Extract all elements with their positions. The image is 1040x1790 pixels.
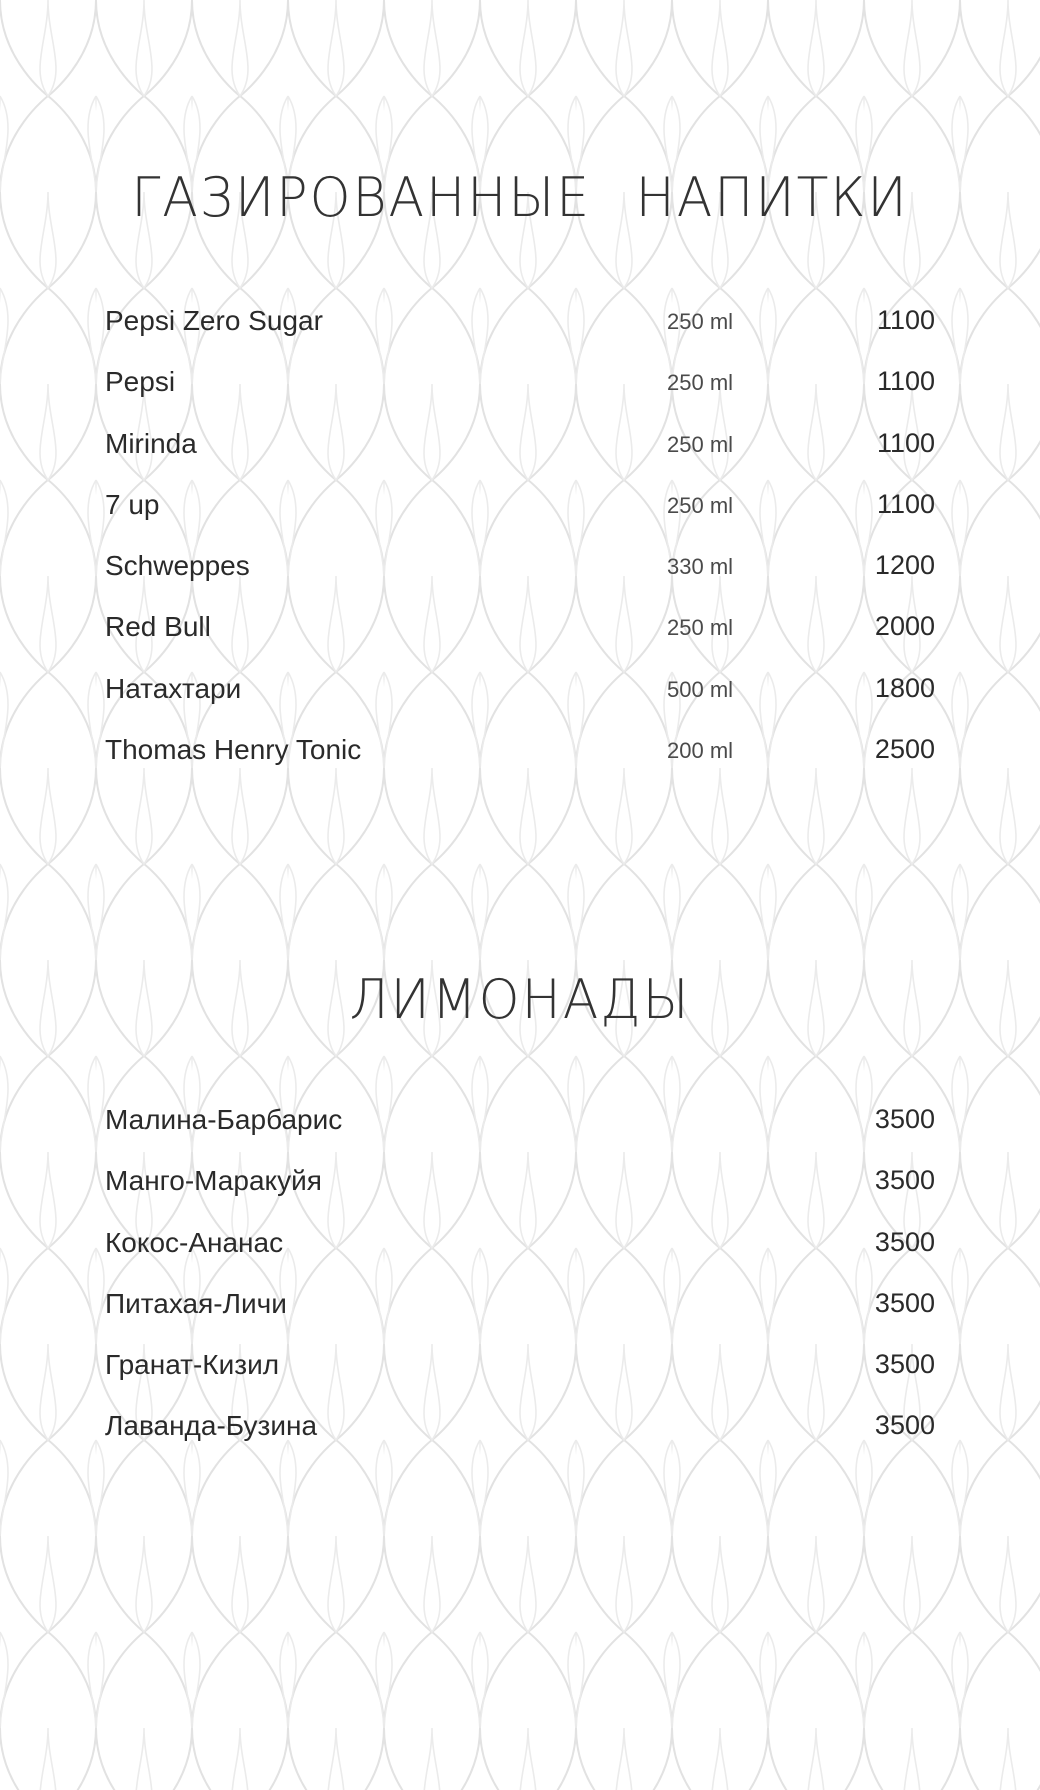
item-name: Pepsi Zero Sugar bbox=[105, 305, 323, 336]
menu-item bbox=[105, 305, 935, 366]
item-price: 3500 bbox=[874, 1165, 935, 1196]
item-name: Thomas Henry Tonic bbox=[105, 734, 362, 766]
menu-item bbox=[105, 366, 935, 427]
item-price: 1100 bbox=[876, 427, 935, 458]
menu-item bbox=[105, 1165, 935, 1226]
item-name: Schweppes bbox=[105, 550, 250, 582]
item-name: Гранат-Кизил bbox=[105, 1349, 280, 1381]
item-price: 1100 bbox=[876, 366, 935, 397]
item-price: 2500 bbox=[874, 734, 935, 765]
menu-item bbox=[105, 611, 935, 672]
menu-item bbox=[105, 1288, 935, 1349]
item-volume: 500 ml bbox=[667, 676, 734, 702]
item-name: 7 up bbox=[105, 488, 160, 520]
soda-section-title: ГАЗИРОВАННЫЕ НАПИТКИ bbox=[131, 166, 909, 230]
item-volume: 200 ml bbox=[667, 738, 734, 764]
item-price: 1200 bbox=[874, 550, 935, 581]
menu-item bbox=[105, 1410, 935, 1471]
lemonades-list bbox=[105, 1104, 935, 1472]
lemonades-section-title: ЛИМОНАДЫ bbox=[349, 968, 691, 1032]
item-volume: 250 ml bbox=[667, 370, 734, 396]
menu-item bbox=[105, 550, 935, 611]
menu-item bbox=[105, 673, 935, 734]
item-price: 3500 bbox=[874, 1104, 935, 1134]
item-volume: 250 ml bbox=[667, 309, 734, 334]
item-name: Манго-Маракуйя bbox=[105, 1165, 322, 1197]
menu-item bbox=[105, 428, 935, 489]
item-price: 2000 bbox=[874, 611, 935, 642]
soda-list bbox=[105, 305, 935, 795]
item-name: Натахтари bbox=[105, 672, 242, 704]
menu-item bbox=[105, 1227, 935, 1288]
item-volume: 330 ml bbox=[667, 554, 734, 580]
item-name: Лаванда-Бузина bbox=[105, 1410, 318, 1442]
item-volume: 250 ml bbox=[667, 615, 734, 641]
item-price: 3500 bbox=[874, 1349, 935, 1380]
item-price: 1100 bbox=[876, 305, 935, 335]
item-price: 3500 bbox=[874, 1410, 935, 1441]
menu-item bbox=[105, 1104, 935, 1165]
item-price: 1100 bbox=[876, 488, 935, 519]
menu-item bbox=[105, 489, 935, 550]
item-price: 3500 bbox=[874, 1226, 935, 1257]
item-name: Малина-Барбарис bbox=[105, 1104, 343, 1135]
item-name: Кокос-Ананас bbox=[105, 1226, 284, 1258]
item-name: Mirinda bbox=[105, 427, 197, 459]
menu-item bbox=[105, 1349, 935, 1410]
item-name: Red Bull bbox=[105, 611, 211, 643]
item-price: 1800 bbox=[874, 672, 935, 703]
item-name: Pepsi bbox=[105, 366, 176, 398]
item-name: Питахая-Личи bbox=[105, 1287, 287, 1319]
item-volume: 250 ml bbox=[667, 431, 734, 457]
menu-item bbox=[105, 734, 935, 795]
item-volume: 250 ml bbox=[667, 492, 734, 518]
item-price: 3500 bbox=[874, 1287, 935, 1318]
